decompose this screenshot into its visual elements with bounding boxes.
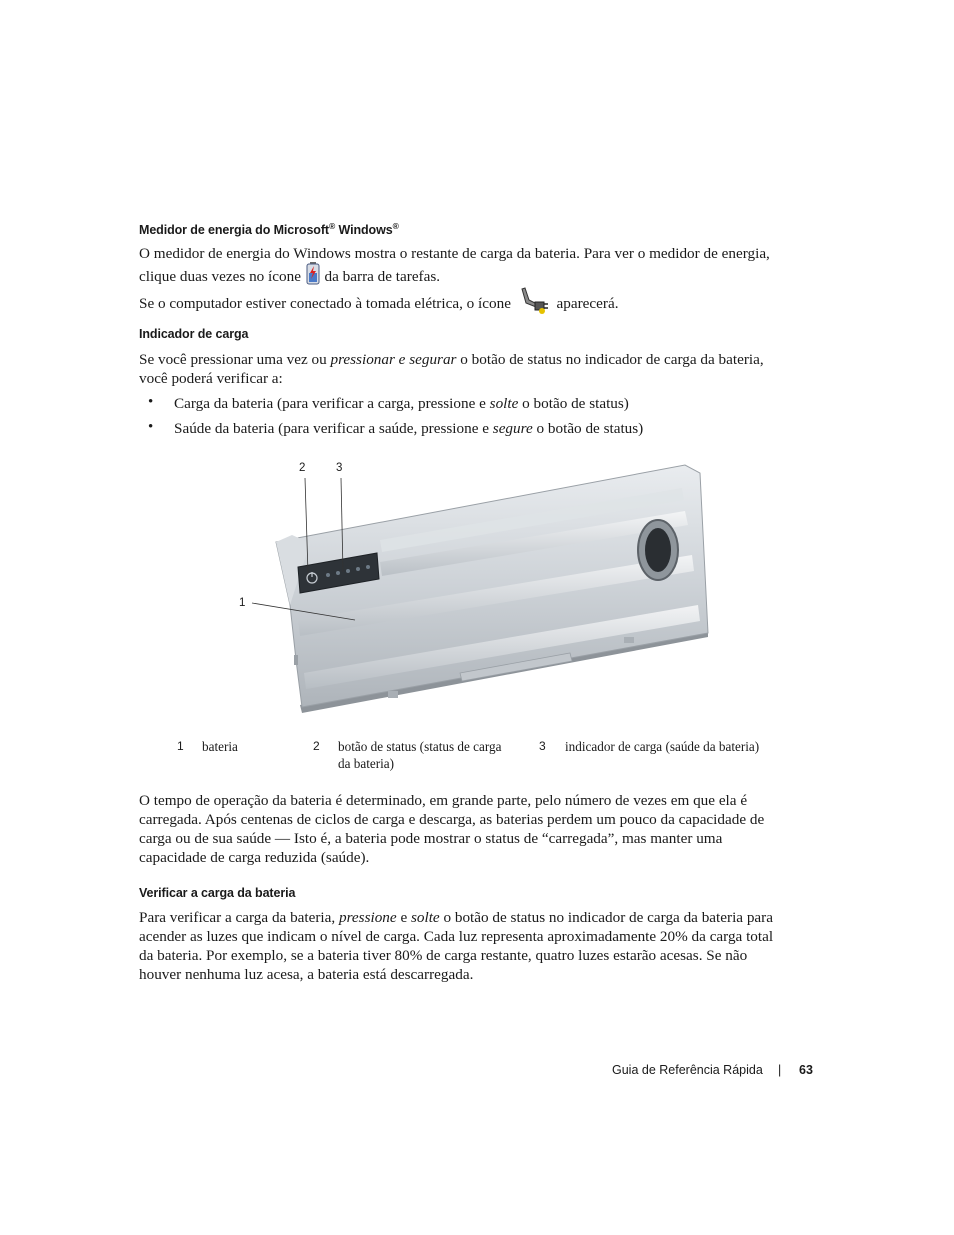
list-item: Carga da bateria (para verificar a carga, pressione e solte o botão de status) [174, 395, 629, 412]
paragraph-charge-gauge: Se você pressionar uma vez ou pressionar e segurar o botão de status no indicador de carga da bateria, você poderá verificar a: [139, 351, 764, 387]
battery-figure [230, 455, 730, 725]
caption-battery: bateria [202, 739, 238, 754]
caption-number: 1 [177, 739, 184, 753]
paragraph-operating-time: O tempo de operação da bateria é determinado, em grande parte, pelo número de vezes em que ela é carregada. Após centenas de ciclos de carga e descarga, as baterias perdem um pouco da capacidade de carga ou de sua saúde — Isto é, a bateria pode mostrar o status de “carregada”, mas manter uma capacidade de carga reduzida (saúde). [139, 792, 765, 866]
paragraph-power-meter: O medidor de energia do Windows mostra o restante de carga da bateria. Para ver o medidor de energia, clique duas vezes no ícone da barra de tarefas. [139, 244, 819, 292]
bullet-marker: • [148, 419, 154, 435]
footer-title: Guia de Referência Rápida [612, 1063, 763, 1077]
battery-illustration [230, 455, 730, 725]
footer-separator: | [778, 1063, 782, 1077]
caption-number: 3 [539, 739, 546, 753]
caption-charge-gauge: indicador de carga (saúde da bateria) [565, 739, 760, 754]
section-heading-charge-gauge: Indicador de carga [139, 327, 249, 341]
battery-taskbar-icon [305, 261, 321, 290]
section-heading-check-charge: Verificar a carga da bateria [139, 886, 296, 900]
page-number: 63 [799, 1063, 813, 1077]
paragraph-check-charge: Para verificar a carga da bateria, pressione e solte o botão de status no indicador de carga da bateria para acender as luzes que indicam o nível de carga. Cada luz representa aproximadamente 20% da carga total da bateria. Por exemplo, se a bateria tiver 80% de carga restante, quatro luzes estarão acesas. Se não houver nenhuma luz acesa, a bateria está descarregada. [139, 909, 774, 983]
callout-2: 2 [299, 462, 306, 474]
bullet-marker: • [148, 394, 154, 410]
paragraph-ac-plug: Se o computador estiver conectado à tomada elétrica, o ícone aparecerá. [139, 288, 819, 321]
caption-status-button: botão de status (status de carga da bateria) [338, 739, 502, 771]
caption-number: 2 [313, 739, 320, 753]
list-item: Saúde da bateria (para verificar a saúde, pressione e segure o botão de status) [174, 420, 644, 437]
callout-1: 1 [239, 597, 246, 609]
section-heading-power-meter: Medidor de energia do Microsoft® Windows® [139, 221, 399, 238]
callout-3: 3 [336, 462, 343, 474]
ac-plug-icon [519, 286, 549, 319]
